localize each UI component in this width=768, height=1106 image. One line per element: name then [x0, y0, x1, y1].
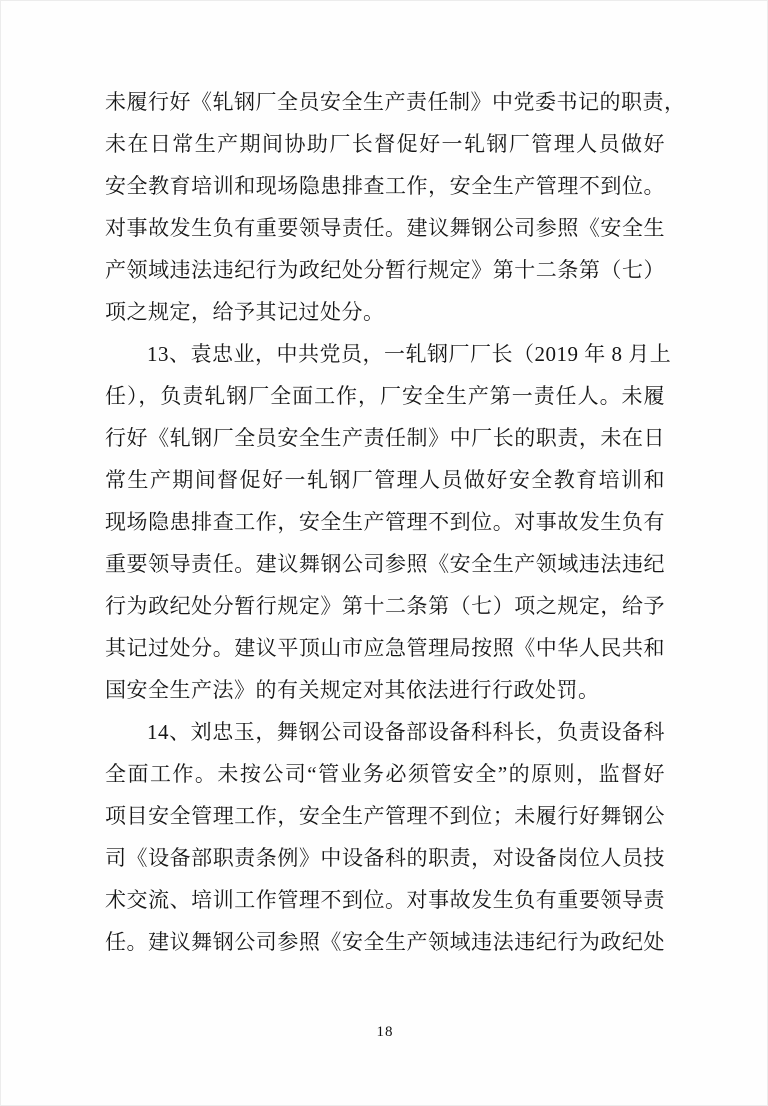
text-line: 未履行好《轧钢厂全员安全生产责任制》中党委书记的职责，: [105, 90, 686, 114]
page-number: 18: [376, 1024, 394, 1040]
document-body: [105, 81, 686, 963]
text-line: 常生产期间督促好一轧钢厂管理人员做好安全教育培训和: [105, 468, 665, 492]
text-line: 司《设备部职责条例》中设备科的职责，对设备岗位人员技: [105, 846, 665, 870]
text-line: 行好《轧钢厂全员安全生产责任制》中厂长的职责，未在日: [105, 426, 665, 450]
text-line: 任。建议舞钢公司参照《安全生产领域违法违纪行为政纪处: [105, 930, 665, 954]
text-line: 国安全生产法》的有关规定对其依法进行行政处罚。: [105, 678, 600, 702]
text-line: 重要领导责任。建议舞钢公司参照《安全生产领域违法违纪: [105, 552, 665, 576]
text-line: 产领域违法违纪行为政纪处分暂行规定》第十二条第（七）: [105, 258, 665, 282]
page-footer: [1, 1023, 768, 1041]
text-line: 对事故发生负有重要领导责任。建议舞钢公司参照《安全生: [105, 216, 665, 240]
text-line: 术交流、培训工作管理不到位。对事故发生负有重要领导责: [105, 888, 665, 912]
text-line: 任），负责轧钢厂全面工作，厂安全生产第一责任人。未履: [105, 384, 665, 408]
text-line: 其记过处分。建议平顶山市应急管理局按照《中华人民共和: [105, 636, 665, 660]
text-line: 13、袁忠业，中共党员，一轧钢厂厂长（2019 年 8 月上: [147, 342, 672, 366]
text-line: 14、刘忠玉，舞钢公司设备部设备科科长，负责设备科: [147, 720, 665, 744]
text-line: 项之规定，给予其记过处分。: [105, 300, 385, 324]
text-line: 未在日常生产期间协助厂长督促好一轧钢厂管理人员做好: [105, 132, 665, 156]
text-line: 现场隐患排查工作，安全生产管理不到位。对事故发生负有: [105, 510, 665, 534]
text-line: 项目安全管理工作，安全生产管理不到位；未履行好舞钢公: [105, 804, 665, 828]
text-line: 行为政纪处分暂行规定》第十二条第（七）项之规定，给予: [105, 594, 665, 618]
text-line: 安全教育培训和现场隐患排查工作，安全生产管理不到位。: [105, 174, 665, 198]
text-line: 全面工作。未按公司“管业务必须管安全”的原则，监督好: [105, 762, 665, 786]
